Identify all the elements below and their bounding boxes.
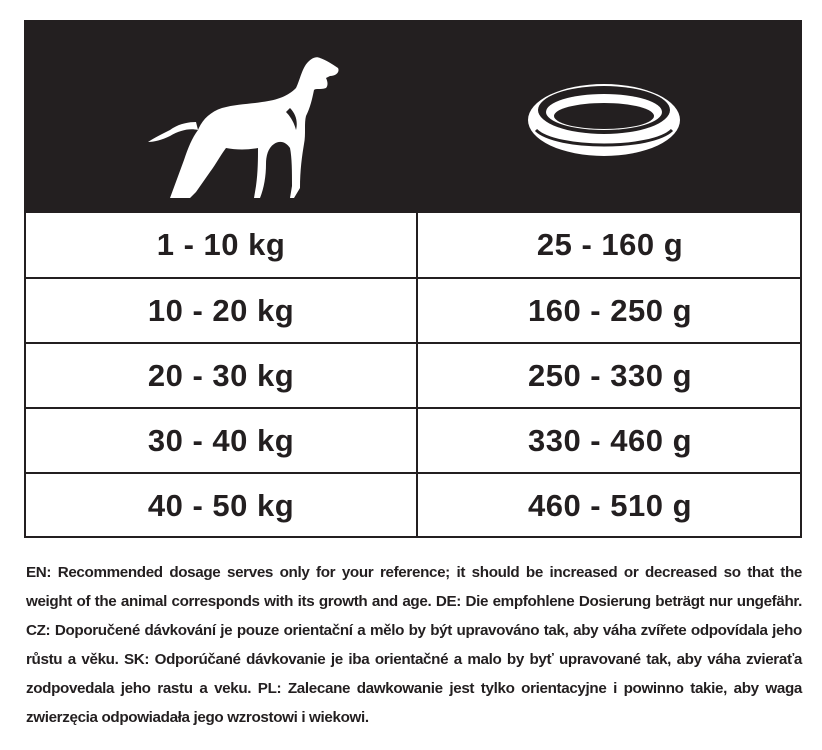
weight-cell: 30 - 40 kg (147, 422, 295, 458)
table-row (26, 472, 800, 537)
table-row (26, 277, 800, 342)
dosage-note: EN: Recommended dosage serves only for your reference; it should be increased or decreased so that the weight of the animal corresponds with its growth and age. DE: Die empfohlene Dosierung beträgt nur ungefähr. CZ: Doporučené dávkování je pouze orientační a mělo by být upravováno tak, aby váha zvířete odpovídala jeho růstu a věku. SK: Odporúčané dávkovanie je iba orientačné a malo by byť upravované tak, aby váha zvieraťa zodpovedala jeho rastu a veku. PL: Zalecane dawkowanie jest tylko orientacyjne i powinno takie, aby waga zwierzęcia odpowiadała jego wzrostowi i wiekowi. (26, 564, 802, 726)
weight-cell: 20 - 30 kg (147, 357, 295, 393)
table-row (26, 342, 800, 407)
weight-cell: 10 - 20 kg (147, 292, 295, 328)
table-row (26, 213, 800, 277)
dose-cell: 250 - 330 g (416, 344, 802, 407)
table-row (26, 407, 800, 472)
dosage-table (26, 213, 800, 537)
weight-cell: 1 - 10 kg (156, 227, 286, 262)
dose-cell: 460 - 510 g (416, 474, 802, 537)
dog-icon (140, 48, 340, 198)
food-bowl-icon (526, 80, 682, 158)
dose-cell: 160 - 250 g (416, 279, 802, 342)
weight-cell: 40 - 50 kg (147, 487, 295, 523)
dose-cell: 330 - 460 g (416, 409, 802, 472)
dose-cell: 25 - 160 g (416, 213, 802, 277)
dosage-chart (24, 20, 802, 538)
chart-header (26, 22, 800, 213)
